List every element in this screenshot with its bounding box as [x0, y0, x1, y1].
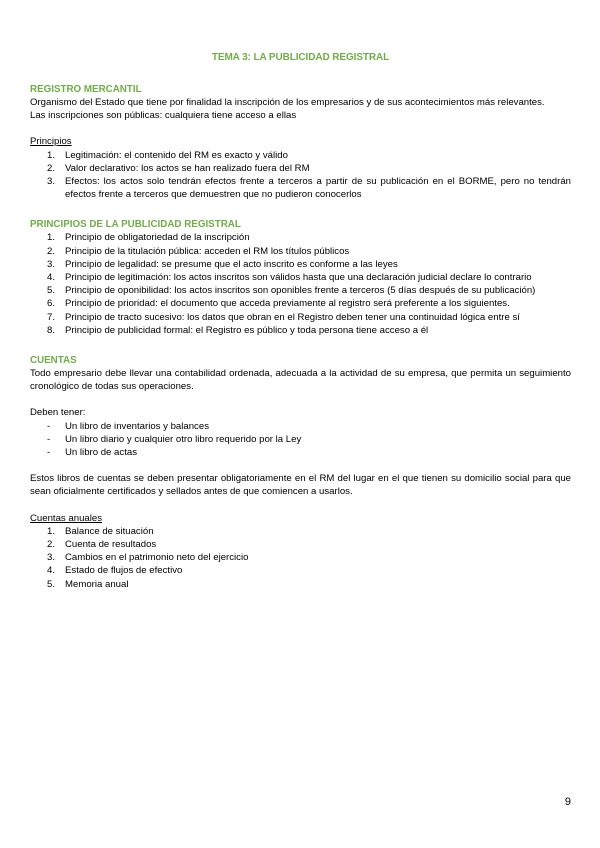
- list-item: - Un libro de actas: [47, 447, 137, 459]
- list-item: 6. Principio de prioridad: el documento que acceda previamente al registro será preferente a los siguientes.: [47, 298, 510, 310]
- list-item: 1. Balance de situación: [47, 525, 154, 537]
- list-item: 4. Estado de flujos de efectivo: [47, 565, 183, 577]
- document-page: [30, 52, 571, 591]
- list-item: 8. Principio de publicidad formal: el Registro es público y toda persona tiene acceso a él: [47, 324, 429, 336]
- list-item: 5. Principio de oponibilidad: los actos inscritos son oponibles frente a terceros (5 días después de su publicación): [47, 285, 536, 297]
- document-title: TEMA 3: LA PUBLICIDAD REGISTRAL: [211, 52, 390, 63]
- list-item: 4. Principio de legitimación: los actos inscritos son válidos hasta que una declaración judicial declare lo contrario: [47, 272, 532, 284]
- list-item: - Un libro diario y cualquier otro libro requerido por la Ley: [47, 433, 302, 445]
- principios-label: Principios: [30, 136, 72, 148]
- page-number: 9: [564, 796, 571, 808]
- list-item: 2. Cuenta de resultados: [47, 539, 157, 551]
- registro-line-1: Organismo del Estado que tiene por finalidad la inscripción de los empresarios y de sus acontecimientos más relevantes.: [30, 97, 545, 108]
- section-heading-principios: PRINCIPIOS DE LA PUBLICIDAD REGISTRAL: [30, 219, 241, 231]
- list-item: 3. Principio de legalidad: se presume que el acto inscrito es conforme a las leyes: [47, 258, 398, 270]
- registro-line-2: Las inscripciones son públicas: cualquiera tiene acceso a ellas: [30, 110, 297, 122]
- list-item: 1. Principio de obligatoriedad de la inscripción: [47, 232, 250, 244]
- libros-list: [30, 420, 571, 460]
- list-item: 1. Legitimación: el contenido del RM es exacto y válido: [47, 149, 288, 161]
- principios-list: [30, 149, 571, 202]
- cuentas-intro: Todo empresario debe llevar una contabilidad ordenada, adecuada a la actividad de su empresa, que permita un seguimiento cronológico de todas sus operaciones.: [30, 368, 571, 393]
- deben-label: Deben tener:: [30, 407, 86, 419]
- list-item: 3. Efectos: los actos solo tendrán efectos frente a terceros a partir de su publicación en el BORME, pero no tendrán efectos frente a terceros que demuestren que no pudieron conocerlos: [47, 176, 571, 201]
- list-item: 7. Principio de tracto sucesivo: los datos que obran en el Registro deben tener una continuidad lógica entre sí: [47, 311, 520, 323]
- cuentas-presentar: Estos libros de cuentas se deben presentar obligatoriamente en el RM del lugar en el que tienen su domicilio social para que sean oficialmente certificados y sellados antes de que comiencen a usarlos.: [30, 473, 571, 498]
- list-item: 2. Principio de la titulación pública: acceden el RM los títulos públicos: [47, 245, 350, 257]
- principios-publicidad-list: [30, 231, 571, 337]
- section-heading-registro: REGISTRO MERCANTIL: [30, 84, 142, 95]
- cuentas-anuales-label: Cuentas anuales: [30, 512, 103, 524]
- list-item: 5. Memoria anual: [47, 578, 129, 590]
- list-item: 2. Valor declarativo: los actos se han realizado fuera del RM: [47, 162, 310, 174]
- list-item: 3. Cambios en el patrimonio neto del ejercicio: [47, 552, 249, 564]
- list-item: - Un libro de inventarios y balances: [47, 420, 209, 432]
- cuentas-anuales-list: [30, 525, 571, 591]
- section-heading-cuentas: CUENTAS: [30, 355, 77, 367]
